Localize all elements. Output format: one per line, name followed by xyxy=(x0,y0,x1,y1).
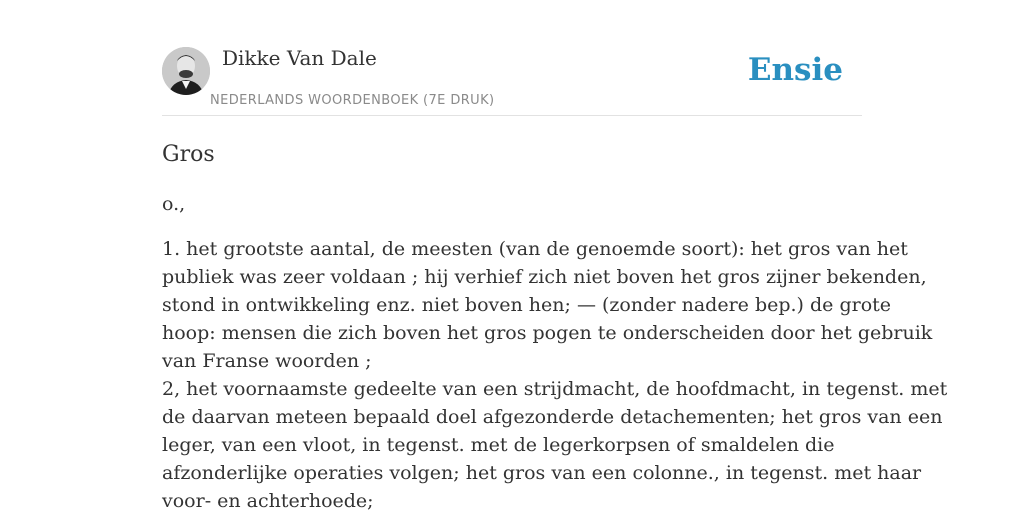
definition-line: leger, van een vloot, in tegenst. met de legerkorpsen of smaldelen die xyxy=(162,434,835,456)
author-name[interactable]: Dikke Van Dale xyxy=(222,46,377,70)
content-container xyxy=(162,0,948,512)
definition-line: 1. het grootste aantal, de meesten (van de genoemde soort): het gros van het xyxy=(162,238,908,260)
definition-line: hoop: mensen die zich boven het gros pogen te onderscheiden door het gebruik xyxy=(162,322,933,344)
definition-line: van Franse woorden ; xyxy=(162,350,372,372)
grammar-label: o., xyxy=(162,193,186,215)
entry-title: Gros xyxy=(162,142,215,167)
header xyxy=(162,0,862,116)
definition-line: 2, het voornaamste gedeelte van een strijdmacht, de hoofdmacht, in tegenst. met xyxy=(162,378,948,400)
definition-line: stond in ontwikkeling enz. niet boven hen; — (zonder nadere bep.) de grote xyxy=(162,294,892,316)
brand-logo[interactable]: Ensie xyxy=(747,52,843,88)
definition-line: de daarvan meteen bepaald doel afgezonderde detachementen; het gros van een xyxy=(162,406,943,428)
definition-line: afzonderlijke operaties volgen; het gros van een colonne., in tegenst. met haar xyxy=(162,462,922,484)
definition-text xyxy=(162,235,948,512)
definition-line: publiek was zeer voldaan ; hij verhief zich niet boven het gros zijner bekenden, xyxy=(162,266,927,288)
author-avatar[interactable] xyxy=(162,47,210,95)
definition-line: voor- en achterhoede; xyxy=(162,490,374,512)
source-label[interactable]: NEDERLANDS WOORDENBOEK (7E DRUK) xyxy=(210,93,495,108)
portrait-icon xyxy=(162,47,210,95)
